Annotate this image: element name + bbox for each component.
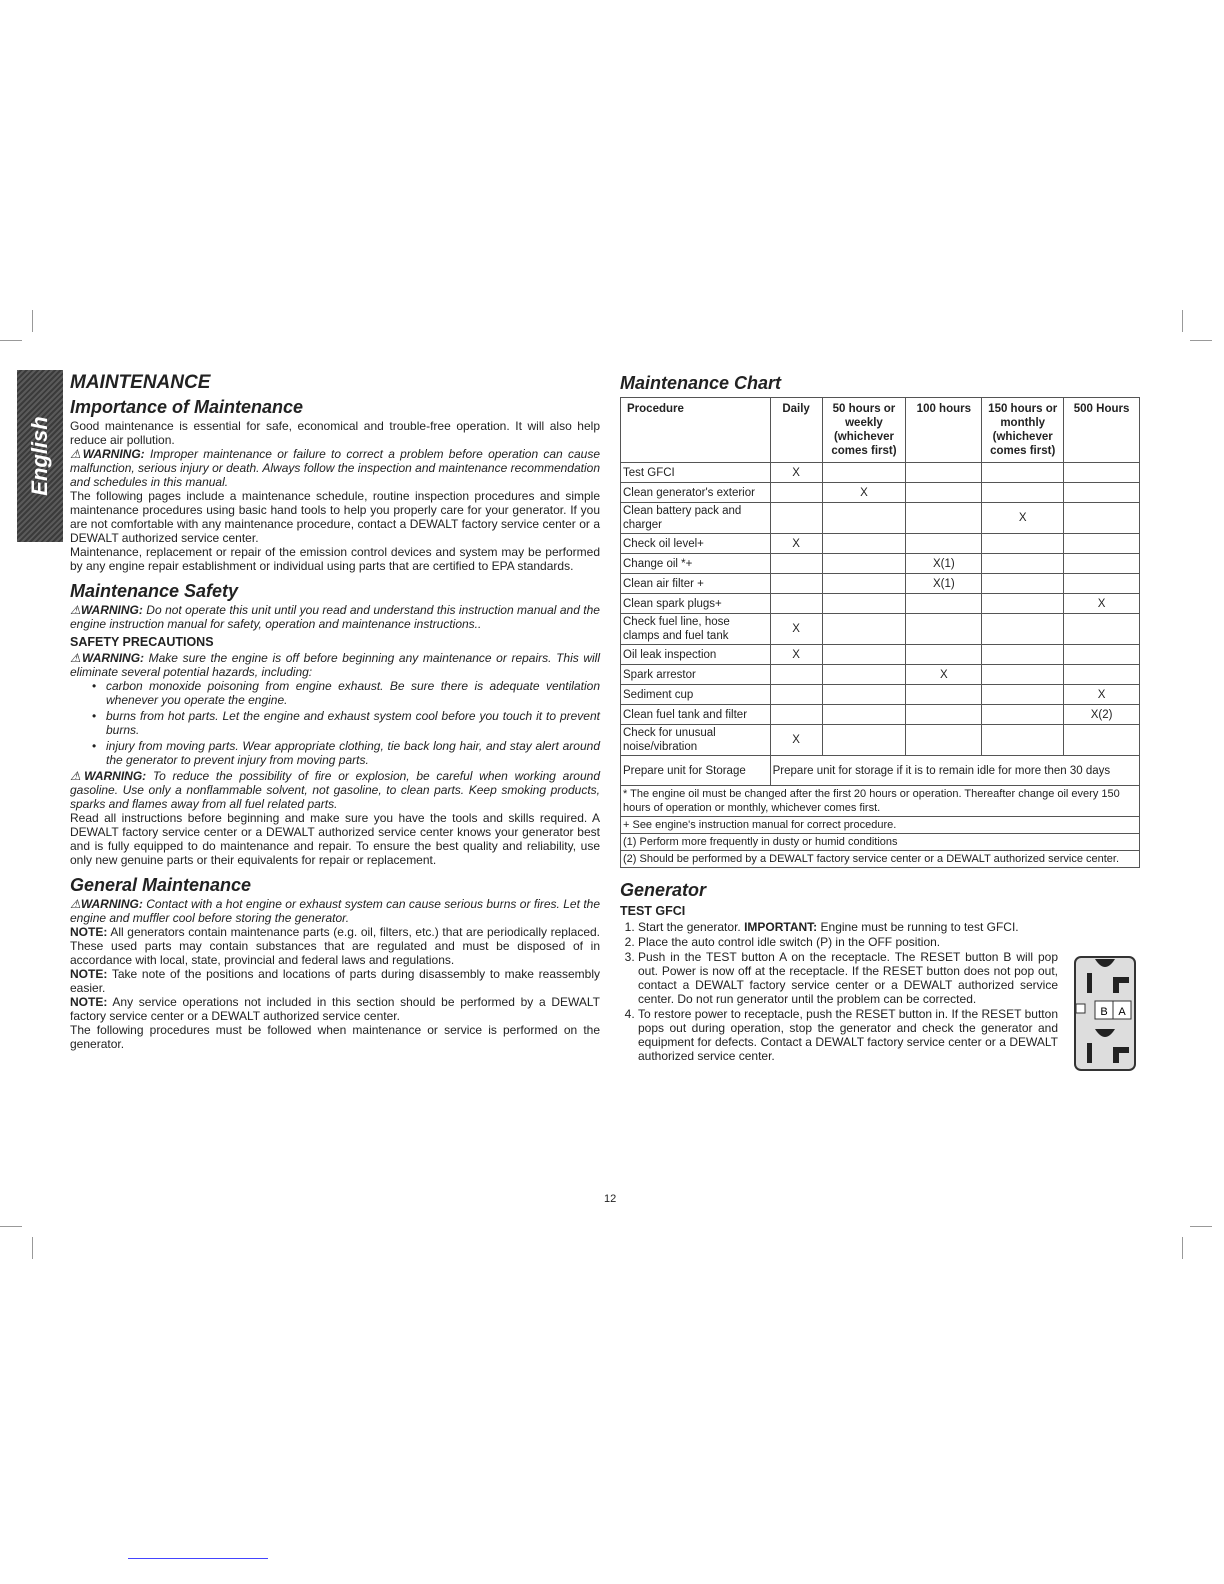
interval-cell xyxy=(822,705,906,725)
list-item: • burns from hot parts. Let the engine and exhaust system cool before you touch it to prevent burns. xyxy=(106,709,600,737)
step-text: Start the generator. xyxy=(638,920,741,934)
table-row xyxy=(621,554,1140,574)
importance-heading: Importance of Maintenance xyxy=(70,397,304,417)
column-header: 100 hours xyxy=(906,398,982,463)
general-paragraph: The following procedures must be followed when maintenance or service is performed on the generator. xyxy=(70,1023,600,1051)
warning-icon: ⚠ xyxy=(70,651,83,665)
interval-cell: X xyxy=(822,483,906,503)
list-item: • injury from moving parts. Wear appropriate clothing, tie back long hair, and stay alert around the generator to prevent injury from moving parts. xyxy=(106,739,600,767)
note-text: All generators contain maintenance parts (e.g. oil, filters, etc.) that are periodically replaced. These used parts may contain substances that are regulated and must be disposed of in accordance with local, state, provincial and federal laws and regulations. xyxy=(70,925,601,967)
interval-cell xyxy=(1064,665,1140,685)
interval-cell: X xyxy=(1064,685,1140,705)
footnote-row xyxy=(621,851,1140,868)
interval-cell xyxy=(770,574,822,594)
safety-warning-2 xyxy=(70,651,600,679)
column-header: 150 hours or monthly (whichever comes first) xyxy=(982,398,1064,463)
importance-paragraph: Good maintenance is essential for safe, economical and trouble-free operation. It will also help reduce air pollution. xyxy=(70,419,600,447)
interval-cell xyxy=(822,725,906,756)
importance-paragraph-3: Maintenance, replacement or repair of the emission control devices and system may be performed by any engine repair establishment or individual using parts that are certified to EPA standards. xyxy=(70,545,600,573)
crop-mark xyxy=(0,1226,22,1227)
safety-paragraph: Read all instructions before beginning and make sure you have the tools and skills required. A DEWALT factory service center or a DEWALT authorized service center knows your generator best and is fully equipped to do maintenance and repair. To ensure the best quality and reliability, use only new genuine parts or their equivalents for repair or replacement. xyxy=(70,811,600,867)
interval-cell xyxy=(822,685,906,705)
note-text: Take note of the positions and locations of parts during disassembly to make reassembly easier. xyxy=(70,967,600,995)
procedure-cell: Clean generator's exterior xyxy=(621,483,771,503)
warning-icon: ⚠ xyxy=(70,603,81,617)
crop-mark xyxy=(32,310,33,332)
step-text: Engine must be running to test GFCI. xyxy=(820,920,1019,934)
interval-cell xyxy=(822,503,906,534)
chart-heading: Maintenance Chart xyxy=(620,373,782,393)
note-label: NOTE: xyxy=(70,925,108,939)
crop-mark xyxy=(0,340,22,341)
interval-cell xyxy=(822,534,906,554)
interval-cell xyxy=(1064,554,1140,574)
interval-cell xyxy=(906,645,982,665)
interval-cell xyxy=(982,463,1064,483)
footnote-row xyxy=(621,817,1140,834)
table-row xyxy=(621,756,1140,786)
interval-cell: X xyxy=(770,463,822,483)
interval-cell xyxy=(770,554,822,574)
interval-cell xyxy=(906,463,982,483)
warning-label: WARNING: xyxy=(80,897,143,911)
safety-warning-1 xyxy=(70,603,600,631)
warning-text: Contact with a hot engine or exhaust system can cause serious burns or fires. Let the engine and muffler cool before storing the generator. xyxy=(70,897,601,925)
warning-icon: ⚠ xyxy=(70,769,85,783)
outlet-slot xyxy=(1087,973,1092,993)
procedure-cell: Check fuel line, hose clamps and fuel tank xyxy=(621,614,771,645)
interval-cell xyxy=(906,483,982,503)
footnote: + See engine's instruction manual for correct procedure. xyxy=(621,817,1140,834)
procedure-cell: Test GFCI xyxy=(621,463,771,483)
warning-text: To reduce the possibility of fire or explosion, be careful when working around gasoline. Use only a nonflammable solvent, not gasoline, to clean parts. Keep smoking products, sparks and flames away from all fuel related parts. xyxy=(70,769,601,811)
note-2 xyxy=(70,967,600,995)
crop-mark xyxy=(1190,340,1212,341)
interval-cell xyxy=(1064,645,1140,665)
interval-cell xyxy=(906,594,982,614)
interval-cell xyxy=(1064,534,1140,554)
step: 3. Push in the TEST button A on the receptacle. The RESET button B will pop out. Power is now off at the receptacle. If the RESET button does not pop out, contact a DEWALT factory service center or a DEWALT authorized service center. Do not run generator until the problem can be corrected. xyxy=(638,950,1058,1006)
interval-cell xyxy=(906,685,982,705)
crop-mark xyxy=(1190,1226,1212,1227)
interval-cell: X xyxy=(1064,594,1140,614)
footnote: * The engine oil must be changed after the first 20 hours or operation. Thereafter change oil every 150 hours of operation or monthly, whichever comes first. xyxy=(621,786,1140,817)
warning-text: Do not operate this unit until you read and understand this instruction manual and the engine instruction manual for safety, operation and maintenance instructions.. xyxy=(70,603,600,631)
interval-cell xyxy=(906,705,982,725)
table-row xyxy=(621,463,1140,483)
outlet-slot xyxy=(1119,1047,1129,1053)
table-row xyxy=(621,705,1140,725)
test-gfci-heading: TEST GFCI xyxy=(620,904,686,918)
language-tab xyxy=(17,370,63,542)
table-row xyxy=(621,483,1140,503)
procedure-cell: Oil leak inspection xyxy=(621,645,771,665)
warning-label: WARNING: xyxy=(82,651,145,665)
footnote-row xyxy=(621,786,1140,817)
column-header: Daily xyxy=(770,398,822,463)
procedure-cell: Spark arrestor xyxy=(621,665,771,685)
note-text: Any service operations not included in this section should be performed by a DEWALT factory service center or a DEWALT authorized service center. xyxy=(70,995,601,1023)
interval-cell xyxy=(982,685,1064,705)
table-header-row xyxy=(621,398,1140,463)
crop-mark xyxy=(1182,1237,1183,1259)
table-row xyxy=(621,665,1140,685)
label-a: A xyxy=(1118,1006,1126,1018)
column-header: 500 Hours xyxy=(1064,398,1140,463)
footnote-row xyxy=(621,834,1140,851)
link-underline xyxy=(128,1558,268,1559)
outlet-slot xyxy=(1119,977,1129,983)
interval-cell: X xyxy=(770,725,822,756)
interval-cell xyxy=(906,725,982,756)
interval-cell xyxy=(770,705,822,725)
safety-warning-3 xyxy=(70,769,600,811)
section-title: MAINTENANCE xyxy=(70,372,211,393)
procedure-cell: Change oil *+ xyxy=(621,554,771,574)
note-label: NOTE: xyxy=(70,995,108,1009)
step: 2. Place the auto control idle switch (P) in the OFF position. xyxy=(638,935,1058,949)
interval-cell xyxy=(1064,503,1140,534)
interval-cell xyxy=(906,503,982,534)
warning-icon: ⚠ xyxy=(70,897,81,911)
procedure-cell: Clean air filter + xyxy=(621,574,771,594)
safety-heading: Maintenance Safety xyxy=(70,581,239,601)
interval-cell: X(1) xyxy=(906,574,982,594)
outlet-slot xyxy=(1113,1047,1119,1063)
safety-precautions-heading: SAFETY PRECAUTIONS xyxy=(70,635,214,649)
interval-cell xyxy=(982,483,1064,503)
interval-cell xyxy=(906,534,982,554)
footnote: (2) Should be performed by a DEWALT factory service center or a DEWALT authorized service center. xyxy=(621,851,1140,868)
interval-cell xyxy=(822,645,906,665)
warning-text: Make sure the engine is off before beginning any maintenance or repairs. This will eliminate several potential hazards, including: xyxy=(70,651,600,679)
interval-cell xyxy=(1064,725,1140,756)
table-row xyxy=(621,725,1140,756)
interval-cell xyxy=(770,503,822,534)
step xyxy=(638,920,1058,934)
footnote: (1) Perform more frequently in dusty or humid conditions xyxy=(621,834,1140,851)
left-column xyxy=(70,373,600,1051)
crop-mark xyxy=(32,1237,33,1259)
gfci-steps xyxy=(620,920,1058,1063)
warning-label: WARNING: xyxy=(84,769,147,783)
interval-cell: X(1) xyxy=(906,554,982,574)
interval-cell: X xyxy=(906,665,982,685)
interval-cell xyxy=(906,614,982,645)
table-row xyxy=(621,594,1140,614)
interval-cell xyxy=(1064,483,1140,503)
interval-cell: X xyxy=(770,614,822,645)
procedure-cell: Clean spark plugs+ xyxy=(621,594,771,614)
interval-cell xyxy=(1064,574,1140,594)
procedure-cell: Sediment cup xyxy=(621,685,771,705)
procedure-cell: Prepare unit for Storage xyxy=(621,756,771,786)
step: 4. To restore power to receptacle, push the RESET button in. If the RESET button pops out during operation, stop the generator and check the generator and equipment for defects. Contact a DEWALT factory service center or a DEWALT authorized service center. xyxy=(638,1007,1058,1063)
interval-cell xyxy=(982,645,1064,665)
indicator-light xyxy=(1076,1004,1085,1013)
interval-cell xyxy=(822,574,906,594)
table-row xyxy=(621,685,1140,705)
interval-cell xyxy=(982,614,1064,645)
interval-cell xyxy=(822,554,906,574)
table-row xyxy=(621,503,1140,534)
warning-label: WARNING: xyxy=(82,447,145,461)
general-warning xyxy=(70,897,600,925)
warning-label: WARNING: xyxy=(80,603,143,617)
interval-cell: X(2) xyxy=(1064,705,1140,725)
storage-cell: Prepare unit for storage if it is to remain idle for more then 30 days xyxy=(770,756,1139,786)
interval-cell xyxy=(770,483,822,503)
interval-cell xyxy=(982,594,1064,614)
note-label: NOTE: xyxy=(70,967,108,981)
page-number: 12 xyxy=(604,1193,617,1205)
table-row xyxy=(621,645,1140,665)
language-label: English xyxy=(27,416,52,496)
column-header: 50 hours or weekly (whichever comes first) xyxy=(822,398,906,463)
list-item: • carbon monoxide poisoning from engine exhaust. Be sure there is adequate ventilation whenever you operate the engine. xyxy=(106,679,600,707)
procedure-cell: Clean fuel tank and filter xyxy=(621,705,771,725)
interval-cell xyxy=(982,554,1064,574)
interval-cell xyxy=(822,463,906,483)
table-row xyxy=(621,534,1140,554)
warning-text: Improper maintenance or failure to correct a problem before operation can cause malfunction, serious injury or death. Always follow the inspection and maintenance recommendation and schedules in this manual. xyxy=(70,447,600,489)
procedure-cell: Clean battery pack and charger xyxy=(621,503,771,534)
maintenance-table xyxy=(620,397,1140,868)
outlet-slot xyxy=(1113,977,1119,993)
procedure-cell: Check oil level+ xyxy=(621,534,771,554)
interval-cell: X xyxy=(770,645,822,665)
interval-cell xyxy=(982,705,1064,725)
interval-cell xyxy=(982,725,1064,756)
table-row xyxy=(621,614,1140,645)
procedure-cell: Check for unusual noise/vibration xyxy=(621,725,771,756)
interval-cell xyxy=(1064,463,1140,483)
general-heading: General Maintenance xyxy=(70,875,252,895)
interval-cell xyxy=(770,665,822,685)
warning-icon: ⚠ xyxy=(70,447,83,461)
table-row xyxy=(621,574,1140,594)
label-b: B xyxy=(1100,1006,1108,1018)
hazard-list xyxy=(70,679,600,767)
importance-warning xyxy=(70,447,600,489)
note-1 xyxy=(70,925,600,967)
interval-cell xyxy=(770,594,822,614)
crop-mark xyxy=(1182,310,1183,332)
interval-cell xyxy=(982,574,1064,594)
generator-heading: Generator xyxy=(620,880,707,900)
interval-cell xyxy=(1064,614,1140,645)
interval-cell: X xyxy=(982,503,1064,534)
interval-cell xyxy=(822,614,906,645)
column-header: Procedure xyxy=(621,398,771,463)
note-3 xyxy=(70,995,600,1023)
interval-cell xyxy=(770,685,822,705)
outlet-slot xyxy=(1087,1043,1092,1063)
importance-paragraph-2: The following pages include a maintenance schedule, routine inspection procedures and simple maintenance procedures using basic hand tools to help you properly care for your generator. If you are not comfortable with any maintenance procedure, contact a DEWALT factory service center or a DEWALT authorized service center. xyxy=(70,489,600,545)
right-column xyxy=(620,373,1145,1064)
interval-cell xyxy=(982,665,1064,685)
gfci-receptacle-figure xyxy=(1073,955,1137,1072)
interval-cell: X xyxy=(770,534,822,554)
interval-cell xyxy=(822,594,906,614)
important-label: IMPORTANT: xyxy=(744,920,818,934)
interval-cell xyxy=(822,665,906,685)
interval-cell xyxy=(982,534,1064,554)
